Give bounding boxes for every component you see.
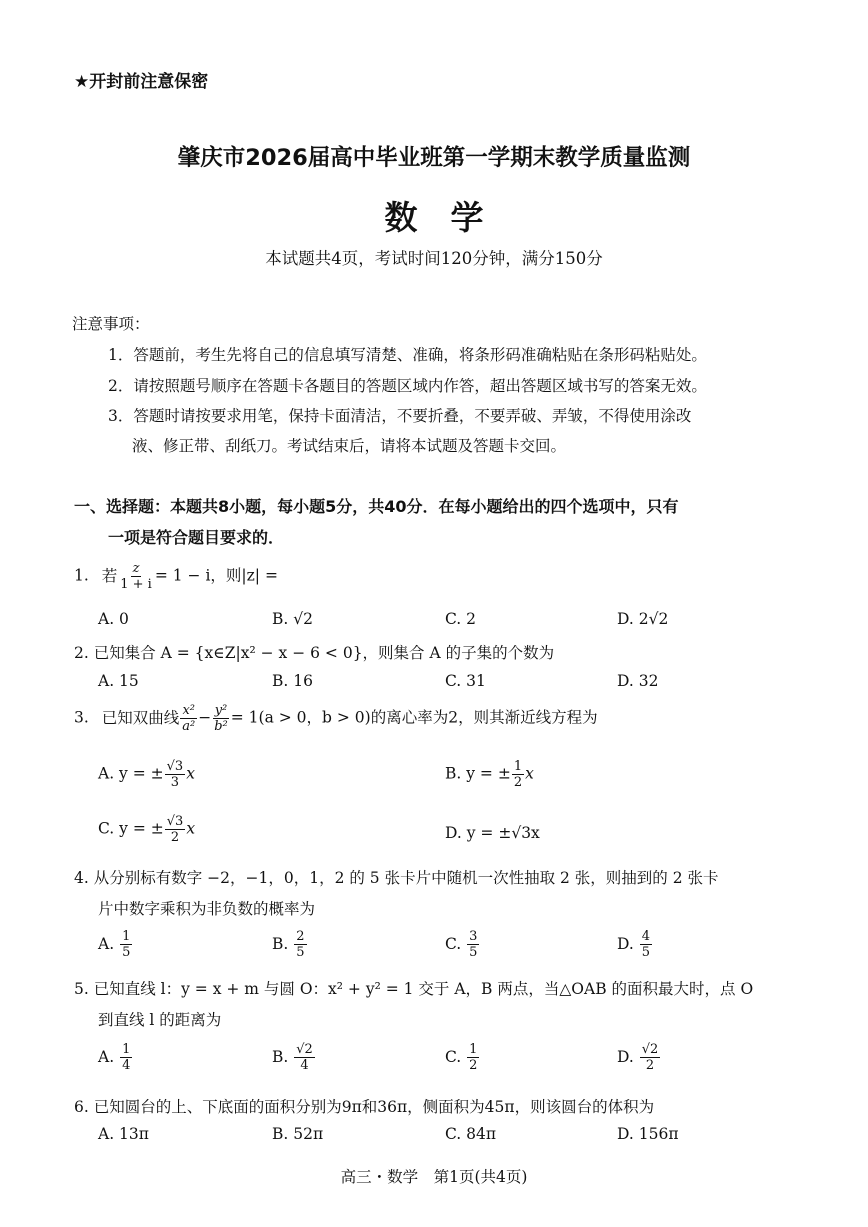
notes-item-3: 3．答题时请按要求用笔，保持卡面清洁，不要折叠，不要弄破、弄皱，不得使用涂改 <box>108 407 692 425</box>
denominator: 2 <box>513 775 523 790</box>
q4-option-b <box>272 930 308 959</box>
denominator: a² <box>182 719 196 734</box>
notes-item-2: 2．请按照题号顺序在答题卡各题目的答题区域内作答，超出答题区域书写的答案无效。 <box>108 377 707 395</box>
q2-option-d: D. 32 <box>617 672 659 690</box>
exam-title: 肇庆市2026届高中毕业班第一学期末教学质量监测 <box>177 145 691 171</box>
option-label: B. y = ± <box>445 764 511 783</box>
denominator: 5 <box>296 945 305 960</box>
fraction <box>165 815 186 844</box>
numerator: 1 <box>122 929 131 944</box>
fraction <box>294 930 306 959</box>
fraction <box>640 1043 661 1072</box>
q1-option-b: B. √2 <box>272 610 313 628</box>
option-label: A. <box>98 934 115 953</box>
q6-option-b: B. 52π <box>272 1125 324 1143</box>
q4-option-d <box>617 930 653 959</box>
section-heading-cont: 一项是符合题目要求的． <box>108 528 285 547</box>
option-label: A. y = ± <box>98 764 164 783</box>
q5-option-b <box>272 1043 316 1072</box>
fraction <box>165 760 186 789</box>
question-text: 已知双曲线 <box>101 708 180 727</box>
subject-title: 数 学 <box>384 198 484 237</box>
denominator: 2 <box>170 830 180 845</box>
q4-option-c <box>445 930 480 959</box>
question-4: 4. 从分别标有数字 −2，−1，0，1，2 的 5 张卡片中随机一次性抽取 2 张，则抽到的 2 张卡 <box>74 869 719 887</box>
question-text: = 1 − i，则|z| = <box>154 566 278 585</box>
q5-option-d <box>617 1043 661 1072</box>
q3-option-b <box>445 760 534 789</box>
page-footer: 高三・数学 第1页(共4页) <box>340 1168 528 1186</box>
q1-option-c: C. 2 <box>445 610 477 628</box>
option-label: C. <box>445 1047 462 1066</box>
numerator: √3 <box>166 814 184 829</box>
q6-option-d: D. 156π <box>617 1125 679 1143</box>
fraction <box>118 562 154 591</box>
question-text: 若 <box>101 566 118 585</box>
question-text: = 1(a > 0，b > 0)的离心率为2，则其渐近线方程为 <box>230 708 598 727</box>
operator: − <box>198 708 212 727</box>
q4-option-a <box>98 930 133 959</box>
variable: x <box>186 764 195 783</box>
question-5-cont: 到直线 l 的距离为 <box>98 1011 222 1029</box>
numerator: 1 <box>513 759 523 774</box>
confidential-notice: ★开封前注意保密 <box>74 72 209 92</box>
numerator: 1 <box>122 1042 131 1057</box>
question-number: 3. <box>74 708 89 727</box>
q1-option-d: D. 2√2 <box>617 610 669 628</box>
option-label: D. <box>617 934 634 953</box>
denominator: 1 + i <box>120 577 152 592</box>
option-label: B. <box>272 1047 289 1066</box>
q6-option-a: A. 13π <box>98 1125 149 1143</box>
numerator: √2 <box>296 1042 313 1057</box>
numerator: x² <box>182 703 195 718</box>
denominator: 2 <box>645 1058 655 1073</box>
fraction <box>180 704 197 733</box>
option-label: C. <box>445 934 462 953</box>
fraction <box>120 1043 132 1072</box>
fraction <box>294 1043 315 1072</box>
denominator: 5 <box>641 945 651 960</box>
variable: x <box>525 764 534 783</box>
question-2: 2. 已知集合 A = {x∈Z|x² − x − 6 < 0}，则集合 A 的子集的个数为 <box>74 644 555 662</box>
notes-item-1: 1．答题前，考生先将自己的信息填写清楚、准确，将条形码准确粘贴在条形码粘贴处。 <box>108 346 707 364</box>
q5-option-c <box>445 1043 480 1072</box>
numerator: y² <box>214 703 228 718</box>
fraction <box>467 930 479 959</box>
question-number: 1. <box>74 566 89 585</box>
question-3 <box>74 704 598 733</box>
q2-option-a: A. 15 <box>98 672 139 690</box>
denominator: 4 <box>300 1058 309 1073</box>
numerator: 3 <box>469 929 478 944</box>
q3-option-d: D. y = ±√3x <box>445 824 540 842</box>
exam-info: 本试题共4页，考试时间120分钟，满分150分 <box>265 249 603 268</box>
question-6: 6. 已知圆台的上、下底面的面积分别为9π和36π，侧面积为45π，则该圆台的体积为 <box>74 1098 655 1116</box>
numerator: 4 <box>641 929 651 944</box>
notes-heading: 注意事项： <box>72 315 150 333</box>
q3-option-a <box>98 760 195 789</box>
option-label: C. y = ± <box>98 819 164 838</box>
numerator: √2 <box>641 1042 659 1057</box>
fraction <box>212 704 230 733</box>
question-1 <box>74 562 278 591</box>
fraction <box>120 930 132 959</box>
denominator: 4 <box>122 1058 131 1073</box>
denominator: 5 <box>469 945 478 960</box>
section-heading: 一、选择题：本题共8小题，每小题5分，共40分．在每小题给出的四个选项中，只有 <box>74 497 679 516</box>
q1-option-a: A. 0 <box>98 610 129 628</box>
option-label: B. <box>272 934 289 953</box>
fraction <box>467 1043 479 1072</box>
q2-option-c: C. 31 <box>445 672 486 690</box>
denominator: b² <box>214 719 228 734</box>
variable: x <box>186 819 196 838</box>
numerator: 2 <box>296 929 305 944</box>
q6-option-c: C. 84π <box>445 1125 497 1143</box>
option-label: D. <box>617 1047 634 1066</box>
denominator: 3 <box>170 775 180 790</box>
notes-item-3-cont: 液、修正带、刮纸刀。考试结束后，请将本试题及答题卡交回。 <box>132 437 567 455</box>
question-4-cont: 片中数字乘积为非负数的概率为 <box>98 900 316 918</box>
denominator: 2 <box>469 1058 478 1073</box>
fraction <box>512 760 524 789</box>
fraction <box>640 930 652 959</box>
numerator: √3 <box>166 759 184 774</box>
q2-option-b: B. 16 <box>272 672 313 690</box>
numerator: z <box>132 561 140 576</box>
option-label: A. <box>98 1047 115 1066</box>
q3-option-c <box>98 815 195 844</box>
numerator: 1 <box>469 1042 478 1057</box>
q5-option-a <box>98 1043 133 1072</box>
denominator: 5 <box>122 945 131 960</box>
question-5: 5. 已知直线 l：y = x + m 与圆 O：x² + y² = 1 交于 A，B 两点，当△OAB 的面积最大时，点 O <box>74 980 754 998</box>
